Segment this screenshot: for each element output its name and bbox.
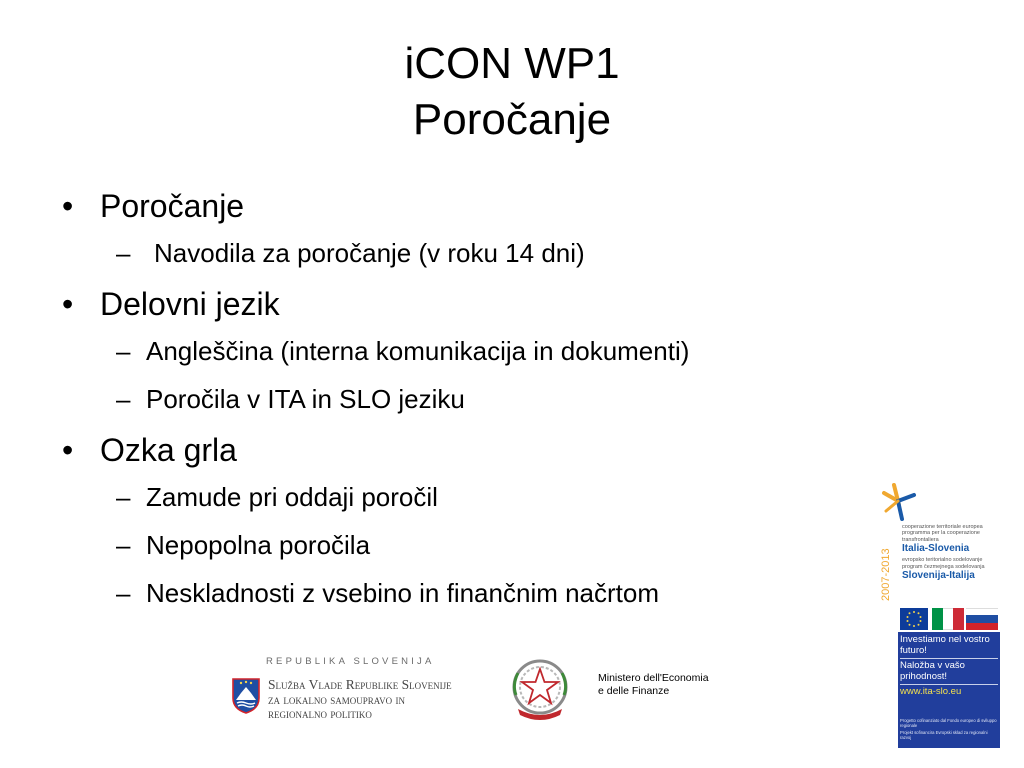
programme-si-name: Slovenija-Italija [902, 570, 975, 582]
sub-bullet-text: Angleščina (interna komunikacija in dokumenti) [146, 336, 690, 366]
ministry-line-1: Ministero dell'Economia [598, 672, 709, 684]
sub-bullet-text: Zamude pri oddaji poročil [146, 482, 438, 512]
sub-bullet-text: Poročila v ITA in SLO jeziku [146, 384, 465, 414]
sub-bullet-item [60, 528, 860, 562]
italian-cofinancing-note: Progetto cofinanziato dal Fondo europeo di sviluppo regionale [900, 718, 997, 728]
slovenia-office-line-3: regionalno politiko [268, 706, 372, 721]
slovenian-cofinancing-note: Projekt sofinancira Evropski sklad za regionalni razvoj [900, 730, 988, 740]
eu-flag-icon [900, 608, 928, 630]
dash-marker: – [116, 336, 131, 366]
title-line-1: iCON WP1 [404, 39, 620, 88]
panel-cofinancing-notes [900, 718, 998, 740]
sub-bullet-item [60, 480, 860, 514]
sub-bullet-text: Neskladnosti z vsebino in finančnim načrtom [146, 578, 660, 608]
title-line-2: Poročanje [412, 95, 612, 144]
ministry-line-2: e delle Finanze [598, 685, 670, 697]
panel-divider [900, 684, 998, 685]
bullet-text: Delovni jezik [100, 286, 280, 322]
ministry-economy-finance-text [598, 672, 709, 698]
slovenia-government-logo [228, 656, 473, 728]
bullet-list [60, 186, 860, 624]
svg-text:2007-2013: 2007-2013 [880, 548, 892, 601]
italia-slovenia-programme-logo [878, 483, 1000, 603]
slovenia-header-text: REPUBLIKA SLOVENIJA [266, 656, 435, 667]
slovenia-flag-icon [966, 608, 998, 630]
programme-text [902, 524, 1000, 582]
panel-slogans [900, 635, 998, 698]
italy-flag-icon [932, 608, 964, 630]
investment-panel [898, 606, 1000, 748]
italian-slogan: Investiamo nel vostro futuro! [900, 634, 990, 656]
bullet-marker: • [62, 432, 74, 468]
programme-it-name: Italia-Slovenia [902, 543, 970, 555]
bullet-item [60, 430, 860, 470]
dash-marker: – [116, 482, 131, 512]
dash-marker: – [116, 238, 131, 268]
slovenia-office-line-1: Služba Vlade Republike Slovenije [268, 677, 452, 692]
programme-years-label [878, 523, 892, 603]
programme-si-intro: evropsko teritorialno sodelovanje program čezmejnega sodelovanja [902, 557, 985, 570]
slovenia-office-line-2: za lokalno samoupravo in [268, 691, 405, 707]
dash-marker: – [116, 578, 131, 608]
panel-divider [900, 658, 998, 659]
bullet-item [60, 284, 860, 324]
sub-bullet-item [60, 576, 860, 610]
slide-title [0, 36, 1024, 148]
sub-bullet-item [60, 334, 860, 368]
programme-url: www.ita-slo.eu [900, 686, 962, 697]
dash-marker: – [116, 530, 131, 560]
bullet-item [60, 186, 860, 226]
italian-republic-emblem-icon [506, 655, 574, 723]
programme-it-intro: cooperazione territoriale europea programma per la cooperazione transfrontaliera [902, 524, 983, 543]
dash-marker: – [116, 384, 131, 414]
flags-strip [898, 606, 1000, 632]
slovenia-office-name [268, 678, 452, 722]
sub-bullet-item [60, 236, 860, 270]
bullet-text: Poročanje [100, 188, 245, 224]
bullet-marker: • [62, 188, 74, 224]
sub-bullet-item [60, 382, 860, 416]
sub-bullet-text: Navodila za poročanje (v roku 14 dni) [154, 238, 585, 268]
bullet-text: Ozka grla [100, 432, 237, 468]
slovenian-slogan: Naložba v vašo prihodnost! [900, 660, 965, 682]
programme-star-icon [880, 483, 920, 521]
slovenia-coat-of-arms-icon [232, 678, 260, 714]
sub-bullet-text: Nepopolna poročila [146, 530, 371, 560]
bullet-marker: • [62, 286, 74, 322]
